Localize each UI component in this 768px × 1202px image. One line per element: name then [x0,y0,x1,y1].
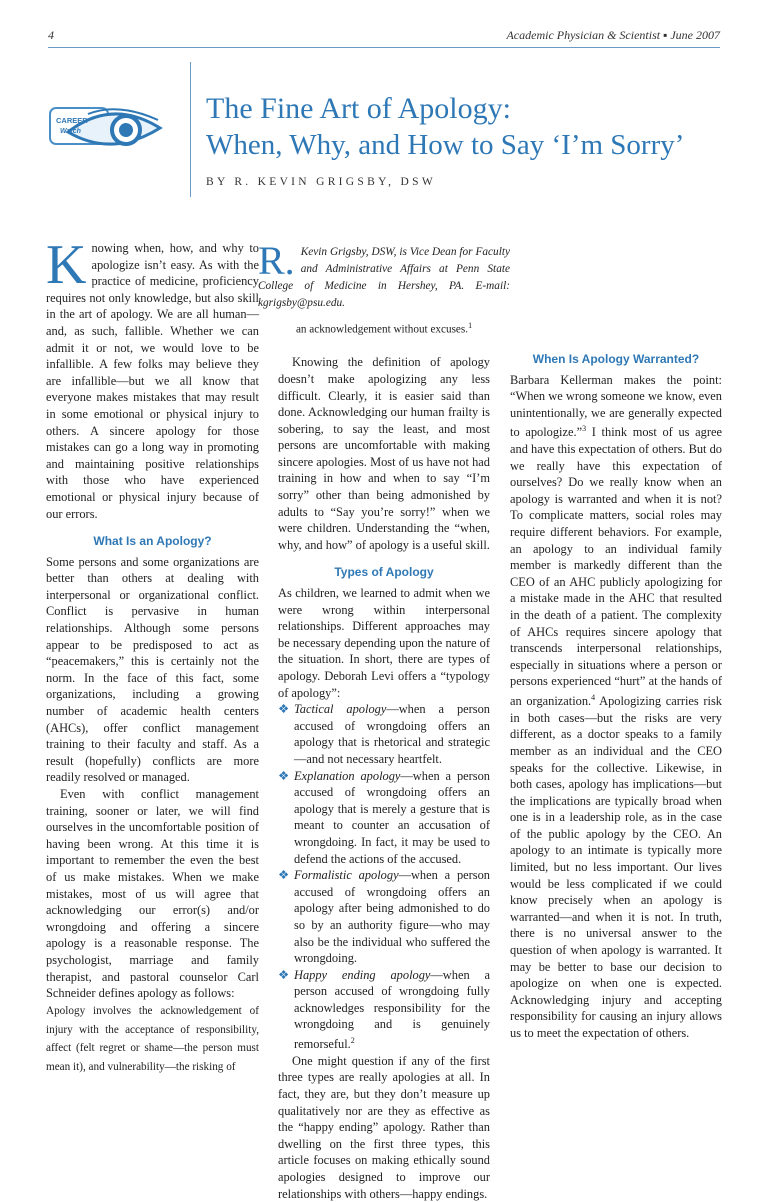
type-text: —when a person accused of wrongdoing offers an apology that is merely a gesture that is meant to counter an accusation of wrongdoing. In fact, it may be used to defend the actions of the accused. [294,768,490,866]
list-item [278,867,490,967]
paragraph-types: As children, we learned to admit when we were wrong within interpersonal relationships. Different approaches may be necessary depending upon the nature of the situation. In short, there are types of apology. Deborah Levi offers a “typology of apology”: [278,586,490,700]
intro-text: nowing when, how, and why to apologize isn’t easy. As with the practice of medicine, proficiency requires not only knowledge, but also skill in the art of apology. We are all human—and, as such, fallible. Whether we can admit it or not, we would love to be infallible. A few folks may believe they are infallible—but we all know that everyone makes mistakes that may result in some emotional or physical injury to others. A sincere apology for those mistakes can go a long way in promoting and maintaining positive relationships with those who have experienced emotional or physical injury because of our errors. [46,241,259,521]
header-rule [48,47,720,48]
paragraph-question: One might question if any of the first three types are really apologies at all. In fact, they are, but they don’t measure up qualitatively nor are they as effective as the “happy ending” apology. Rather than dwelling on the first three types, this article focuses on making ethically sound apologies designed to improve our relationships with others—happy endings. [278,1053,490,1201]
intro-paragraph [46,234,259,522]
when-text-b: I think most of us agree and have this expectation of others. But do we really have this expectation of ourselves? Do we really know when an apology is warranted and when it is not? To complicate matters, social roles may require different behaviors. For example, an apology to an individual family member is markedly different than the CEO of an AHC publicly apologizing for a mistake made in the AHC that resulted in the death of a patient. The complexity of AHCs requires sincere apology that transcends interpersonal relationships, especially in situations where a person or persons experienced “hurt” at the hands of an organization. [510,425,722,709]
career-watch-logo [48,100,168,160]
when-text-c: Apologizing carries risk in both cases—but the risks are very different, as a doctor speaks to a family member as an individual and the CEO speaks for the collective. Likewise, in both cases, apology has implications—but the implications are typically broad when one is in a leadership role, as in the case of the public apology by the CEO. An apology to an intimate is typically more limited, but no less important. Our lives would be less complicated if we could know precisely when an apology is warranted—and when it is not. In truth, there is no universal answer to the question of when apology is warranted. It may be better to base our decision to apologize on when one is expected. Acknowledging injury and accepting responsibility for causing an injury allows us to meet the expectation of others. [510,694,722,1040]
article-subtitle: When, Why, and How to Say ‘I’m Sorry’ [206,129,685,161]
author-bio [258,238,510,312]
list-item [278,701,490,767]
running-title: Academic Physician & Scientist ▪ June 2007 [506,28,720,42]
footnote-ref-1: 1 [468,321,473,330]
logo-line1: CAREER [56,116,88,125]
type-text: —when a person accused of wrongdoing fully acknowledges responsibility for the wrongdoing and is genuinely remorseful. [294,967,490,1052]
diamond-bullet-icon: ❖ [278,768,290,783]
type-name: Tactical apology [294,702,387,717]
types-list [278,701,490,1053]
diamond-bullet-icon: ❖ [278,868,290,883]
paragraph-what-2: Even with conflict management training, sooner or later, we will find ourselves in the uncomfortable position of having been wrong. At this time it is important to remember the even the best of us make mistakes. When we make mistakes, most of us will agree that acknowledging our error(s) and/or wrongdoing and offering a sincere apology is a reasonable response. The psychologist, marriage and family therapist, and pastoral counselor Carl Schneider defines apology as follows: [46,787,259,1001]
bio-text: Kevin Grigsby, DSW, is Vice Dean for Faculty and Administrative Affairs at Penn State College of Medicine in Hershey, PA. E-mail: kgrigsby@psu.edu. [258,246,510,309]
title-divider [190,62,191,197]
paragraph-when [510,372,722,1042]
list-item [278,768,490,868]
logo-line2: Watch [60,128,81,135]
paragraph-what-1: Some persons and some organizations are better than others at dealing with interpersonal or organizational conflict. Conflict is pervasive in human relationships. Although some persons appear to be predisposed to act as “peacemakers,” this is certainly not the norm. In the face of this fact, some organizations, including a growing number of academic health centers (AHCs), offer conflict management training to their faculty and staff. As a result (hopefully) conflicts are more readily resolved or managed. [46,554,259,785]
heading-when-warranted: When Is Apology Warranted? [532,352,700,366]
column-3-continuation-space [510,240,722,340]
column-3 [510,240,722,1042]
block-quote: Apology involves the acknowledgement of injury with the acceptance of responsibility, affect (felt regret or shame—the person must mean it), and vulnerability—the risking of [46,1004,259,1074]
page-number: 4 [48,28,54,42]
list-item [278,967,490,1053]
diamond-bullet-icon: ❖ [278,967,290,982]
when-text-a: Barbara Kellerman makes the point: “When we wrong someone we know, even unintentionally, we are generally expected to apologize.” [510,372,722,440]
type-name: Formalistic apology [294,868,399,883]
heading-what-is-apology: What Is an Apology? [93,534,212,549]
block-quote-end [278,318,490,338]
column-1 [46,234,259,1077]
footnote-ref-2: 2 [350,1036,355,1046]
type-name: Explanation apology [294,768,401,783]
footnote-ref-4: 4 [591,693,596,702]
column-2 [278,318,490,1202]
quote-end-text: an acknowledgement without excuses. [295,323,469,336]
bio-drop-cap: R. [258,238,295,283]
drop-cap: K [46,234,87,296]
paragraph-definition: Knowing the definition of apology doesn’t make apologizing any less difficult. Clearly, it is easier said than done. Acknowledging our human frailty is sobering, to say the least, and most persons are uncomfortable with making sincere apologies. Most of us have not had training in how and when to say “I’m sorry” other than being admonished by adults to “Say you’re sorry!” when we were children. Understanding the “when, why, and how” of apology is a useful skill. [278,355,490,552]
byline: BY R. KEVIN GRIGSBY, DSW [206,176,436,188]
type-name: Happy ending apology [294,967,431,982]
diamond-bullet-icon: ❖ [278,702,290,717]
heading-types-of-apology: Types of Apology [334,565,434,580]
type-text: —when a person accused of wrongdoing offers an apology that is rhetorical and strategic—and not necessary heartfelt. [294,702,490,766]
eye-icon [48,100,168,160]
type-text: —when a person accused of wrongdoing offers an apology after being admonished to do so by an authority figure—who may also be the individual who suffered the wrongdoing. [294,868,490,966]
article-title: The Fine Art of Apology: [206,92,511,125]
footnote-ref-3: 3 [582,424,587,434]
